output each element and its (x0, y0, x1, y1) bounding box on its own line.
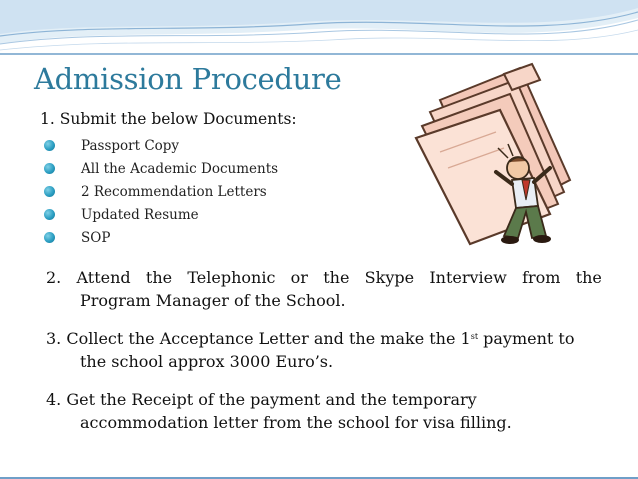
document-label: 2 Recommendation Letters (81, 183, 267, 200)
bullet-icon (44, 232, 55, 243)
decorative-header-band (0, 0, 638, 55)
bullet-icon (44, 163, 55, 174)
word: 2. (46, 268, 62, 287)
document-label: Updated Resume (81, 206, 199, 223)
step-3 (46, 327, 602, 373)
list-item (44, 157, 278, 180)
ordinal-superscript: st (470, 332, 479, 341)
documents-list (44, 134, 278, 249)
step-3-text-a: 3. Collect the Acceptance Letter and the make the 1 (46, 329, 471, 348)
step-2 (46, 266, 602, 312)
bullet-icon (44, 209, 55, 220)
list-item (44, 203, 278, 226)
man-holding-folder-clipart (400, 60, 600, 250)
document-label: All the Academic Documents (81, 160, 279, 177)
step-3-line-2: the school approx 3000 Euro’s. (80, 352, 334, 371)
word: the (323, 268, 350, 287)
list-item (44, 180, 278, 203)
word: the (145, 268, 173, 287)
word: Interview (429, 268, 507, 287)
list-item (44, 226, 278, 249)
step-4 (46, 388, 602, 434)
word: from (522, 268, 561, 287)
word: the (575, 268, 602, 287)
document-label: Passport Copy (81, 137, 180, 154)
step-1-heading: 1. Submit the below Documents: (40, 110, 297, 128)
document-label: SOP (81, 229, 111, 246)
step-4-line-2: accommodation letter from the school for visa filling. (80, 413, 512, 432)
step-3-line-1 (46, 329, 574, 348)
bullet-icon (44, 186, 55, 197)
step-2-line-2: Program Manager of the School. (80, 291, 346, 310)
slide-title: Admission Procedure (34, 62, 342, 96)
step-3-text-b: payment to (478, 329, 575, 348)
word: Skype (364, 268, 415, 287)
bullet-icon (44, 140, 55, 151)
list-item (44, 134, 278, 157)
step-2-line-1 (46, 266, 602, 289)
word: or (290, 268, 308, 287)
word: Telephonic (187, 268, 276, 287)
step-4-line-1: 4. Get the Receipt of the payment and the temporary (46, 390, 477, 409)
word: Attend (76, 268, 131, 287)
